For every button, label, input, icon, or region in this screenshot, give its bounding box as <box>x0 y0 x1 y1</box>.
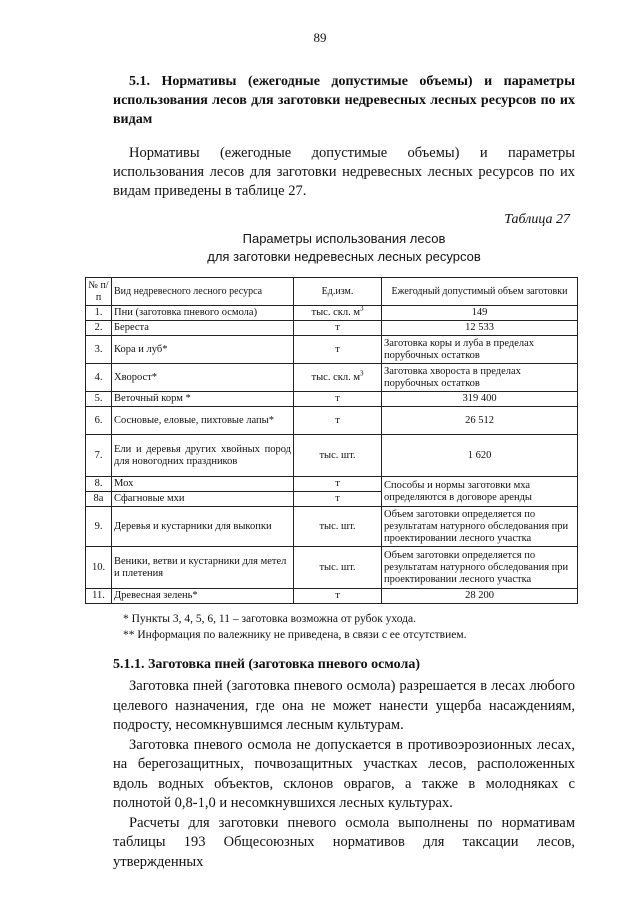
table-row <box>86 364 578 392</box>
cell-volume: 149 <box>382 306 578 321</box>
cell-volume: 28 200 <box>382 589 578 604</box>
cell-unit <box>294 306 382 321</box>
table-row <box>86 321 578 336</box>
header-num: № п/п <box>86 278 112 306</box>
paragraph: Заготовка пневого осмола не допускается в противоэрозионных лесах, на берегозащитных, почвозащитных участках лесов, расположенных вдоль водных объектов, склонов оврагов, а также в молодняках с полнотой 0,8-1,0 и несомкнувшихся лесных культурах. <box>113 736 575 811</box>
cell-type: Береста <box>112 321 294 336</box>
table-row <box>86 507 578 547</box>
table-row <box>86 547 578 589</box>
cell-num: 5. <box>86 392 112 407</box>
cell-unit: тыс. шт. <box>294 435 382 477</box>
cell-type: Ели и деревья других хвойных пород для новогодних праздников <box>112 435 294 477</box>
table-row <box>86 435 578 477</box>
cell-type: Веточный корм * <box>112 392 294 407</box>
section-heading: 5.1. Нормативы (ежегодные допустимые объемы) и параметры использования лесов для заготовки недревесных лесных ресурсов по их видам <box>113 74 575 127</box>
table-notes <box>123 611 466 643</box>
cell-num: 2. <box>86 321 112 336</box>
cell-volume: 1 620 <box>382 435 578 477</box>
cell-volume: 12 533 <box>382 321 578 336</box>
cell-volume: 26 512 <box>382 407 578 435</box>
cell-unit: т <box>294 336 382 364</box>
table-row <box>86 336 578 364</box>
header-unit: Ед.изм. <box>294 278 382 306</box>
table-row <box>86 306 578 321</box>
cell-type: Древесная зелень* <box>112 589 294 604</box>
cell-unit: т <box>294 589 382 604</box>
cell-num: 8. <box>86 477 112 492</box>
table-row <box>86 477 578 492</box>
cell-num: 8а <box>86 492 112 507</box>
cell-num: 4. <box>86 364 112 392</box>
cell-unit: т <box>294 492 382 507</box>
header-volume: Ежегодный допустимый объем заготовки <box>382 278 578 306</box>
unit-superscript: 3 <box>359 369 364 377</box>
cell-volume: 319 400 <box>382 392 578 407</box>
unit-superscript: 3 <box>359 304 364 313</box>
cell-volume: Объем заготовки определяется по результатам натурного обследования при проектировании лесного участка <box>382 547 578 589</box>
cell-num: 1. <box>86 306 112 321</box>
page-number: 89 <box>313 30 327 45</box>
cell-type: Пни (заготовка пневого осмола) <box>112 306 294 321</box>
cell-type: Сосновые, еловые, пихтовые лапы* <box>112 407 294 435</box>
subsection-body <box>113 677 575 872</box>
cell-volume: Заготовка коры и луба в пределах порубочных остатков <box>382 336 578 364</box>
cell-unit: тыс. шт. <box>294 507 382 547</box>
footnote: ** Информация по валежнику не приведена, в связи с ее отсутствием. <box>123 629 467 641</box>
cell-num: 11. <box>86 589 112 604</box>
cell-volume: Заготовка хвороста в пределах порубочных остатков <box>382 364 578 392</box>
cell-type: Деревья и кустарники для выкопки <box>112 507 294 547</box>
resources-table <box>85 277 578 604</box>
table-title <box>113 230 575 266</box>
cell-type: Сфагновые мхи <box>112 492 294 507</box>
cell-unit <box>294 364 382 392</box>
cell-unit: тыс. шт. <box>294 547 382 589</box>
cell-unit: т <box>294 392 382 407</box>
table-header-row <box>86 278 578 306</box>
section-intro: Нормативы (ежегодные допустимые объемы) и параметры использования лесов для заготовки недревесных лесных ресурсов по их видам приведены в таблице 27. <box>113 145 575 199</box>
footnote: * Пункты 3, 4, 5, 6, 11 – заготовка возможна от рубок ухода. <box>123 613 416 625</box>
cell-unit: т <box>294 407 382 435</box>
cell-type: Веники, ветви и кустарники для метел и плетения <box>112 547 294 589</box>
cell-type: Мох <box>112 477 294 492</box>
unit-text: тыс. скл. м <box>311 307 360 318</box>
header-type: Вид недревесного лесного ресурса <box>112 278 294 306</box>
cell-num: 6. <box>86 407 112 435</box>
table-row <box>86 392 578 407</box>
cell-num: 9. <box>86 507 112 547</box>
unit-text: тыс. скл. м <box>311 371 360 383</box>
table-label: Таблица 27 <box>504 212 570 227</box>
cell-unit: т <box>294 477 382 492</box>
cell-volume: Объем заготовки определяется по результатам натурного обследования при проектировании лесного участка <box>382 507 578 547</box>
table-row <box>86 589 578 604</box>
subsection-heading: 5.1.1. Заготовка пней (заготовка пневого осмола) <box>113 657 420 672</box>
paragraph: Заготовка пней (заготовка пневого осмола) разрешается в лесах любого целевого назначения, где она не может нанести ущерба насаждениям, подросту, несомкнувшимся лесным культурам. <box>113 678 575 733</box>
cell-volume: Способы и нормы заготовки мха определяются в договоре аренды <box>382 477 578 507</box>
cell-num: 7. <box>86 435 112 477</box>
cell-num: 10. <box>86 547 112 589</box>
cell-unit: т <box>294 321 382 336</box>
cell-type: Кора и луб* <box>112 336 294 364</box>
table-title-line2: для заготовки недревесных лесных ресурсов <box>207 249 481 264</box>
paragraph: Расчеты для заготовки пневого осмола выполнены по нормативам таблицы 193 Общесоюзных нормативов для таксации лесов, утвержденных <box>113 814 575 870</box>
table-row <box>86 407 578 435</box>
cell-num: 3. <box>86 336 112 364</box>
table-title-line1: Параметры использования лесов <box>242 231 446 246</box>
cell-type: Хворост* <box>112 364 294 392</box>
